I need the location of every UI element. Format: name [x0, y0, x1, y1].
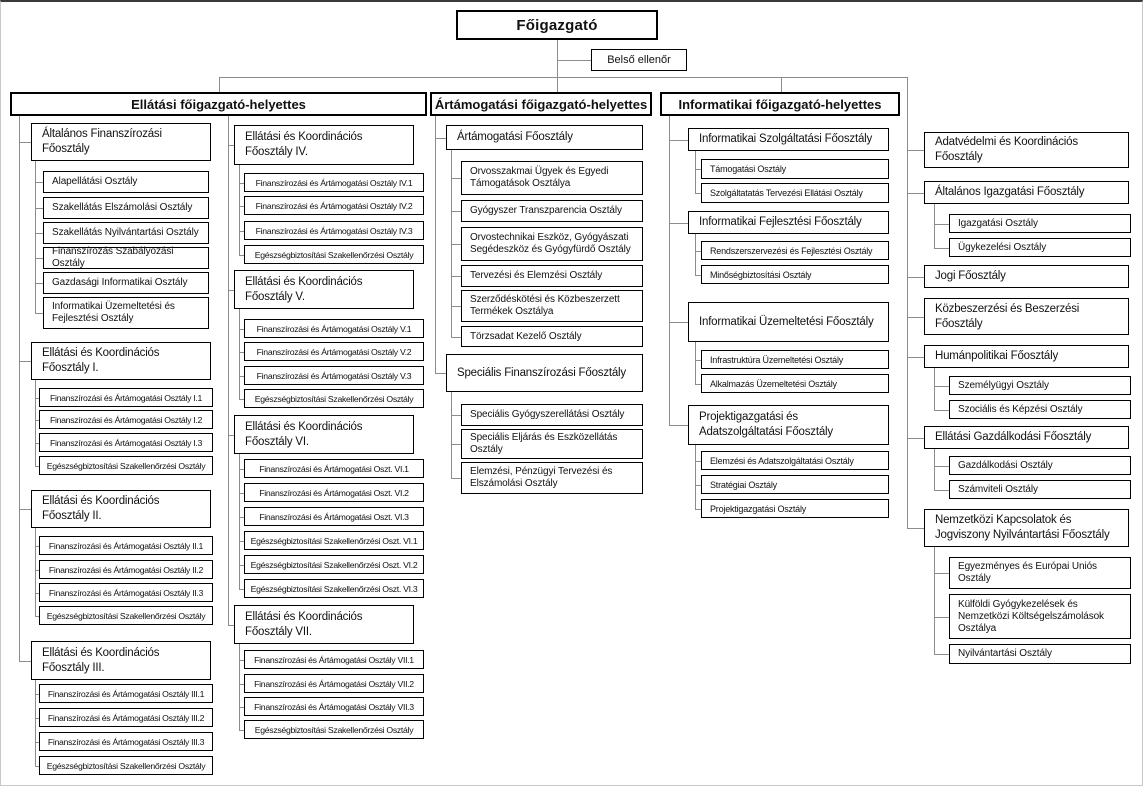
connector-line — [239, 309, 240, 399]
connector-line — [669, 322, 688, 323]
department-box: Általános Igazgatási Főosztály — [924, 181, 1129, 204]
connector-line — [219, 77, 220, 92]
connector-line — [934, 547, 935, 654]
branch-header-artamogatasi: Ártámogatási főigazgató-helyettes — [430, 92, 652, 116]
department-box: Jogi Főosztály — [924, 265, 1129, 288]
connector-line — [669, 116, 670, 425]
connector-line — [451, 178, 461, 179]
unit-box: Támogatási Osztály — [701, 159, 889, 179]
unit-box: Alkalmazás Üzemeltetési Osztály — [701, 374, 889, 393]
unit-box: Finanszírozási és Ártámogatási Osztály IV.2 — [244, 196, 424, 215]
unit-box: Külföldi Gyógykezelések és Nemzetközi Költségelszámolások Osztálya — [949, 594, 1131, 639]
unit-box: Törzsadat Kezelő Osztály — [461, 326, 643, 347]
connector-line — [451, 392, 452, 478]
unit-box: Szociális és Képzési Osztály — [949, 400, 1131, 419]
unit-box: Speciális Eljárás és Eszközellátás Osztály — [461, 429, 643, 459]
connector-line — [669, 425, 688, 426]
connector-line — [35, 313, 43, 314]
connector-line — [35, 233, 43, 234]
connector-line — [35, 283, 43, 284]
unit-box: Finanszírozási és Ártámogatási Osztály V.3 — [244, 366, 424, 385]
connector-line — [907, 193, 924, 194]
unit-box: Finanszírozási és Ártámogatási Osztály VII.2 — [244, 674, 424, 693]
connector-line — [451, 478, 461, 479]
connector-line — [19, 361, 31, 362]
department-box: Humánpolitikai Főosztály — [924, 345, 1129, 368]
connector-line — [934, 490, 949, 491]
connector-line — [35, 182, 43, 183]
connector-line — [239, 165, 240, 255]
connector-line — [451, 244, 461, 245]
connector-line — [695, 151, 696, 193]
connector-line — [451, 211, 461, 212]
unit-box: Elemzési és Adatszolgáltatási Osztály — [701, 451, 889, 470]
department-box: Közbeszerzési és Beszerzési Főosztály — [924, 298, 1129, 335]
connector-line — [35, 258, 43, 259]
branch-header-ellatasi: Ellátási főigazgató-helyettes — [10, 92, 427, 116]
unit-box: Egyezményes és Európai Uniós Osztály — [949, 557, 1131, 589]
unit-box: Egészségbiztosítási Szakellenőrzési Osztály — [244, 389, 424, 408]
connector-line — [695, 234, 696, 275]
unit-box: Orvosszakmai Ügyek és Egyedi Támogatások Osztálya — [461, 161, 643, 195]
connector-line — [934, 449, 935, 490]
connector-line — [695, 342, 696, 384]
unit-box: Finanszírozási és Ártámogatási Osztály IV.3 — [244, 221, 424, 240]
connector-line — [934, 654, 949, 655]
unit-box: Alapellátási Osztály — [43, 171, 209, 193]
connector-line — [35, 380, 36, 466]
unit-box: Gyógyszer Transzparencia Osztály — [461, 200, 643, 222]
department-box: Informatikai Üzemeltetési Főosztály — [688, 302, 889, 342]
unit-box: Finanszírozási és Ártámogatási Osztály VII.3 — [244, 697, 424, 716]
unit-box: Finanszírozási és Ártámogatási Osztály I.2 — [39, 410, 213, 429]
connector-line — [557, 40, 558, 92]
connector-line — [239, 454, 240, 589]
connector-line — [695, 445, 696, 509]
unit-box: Finanszírozási és Ártámogatási Osztály III.3 — [39, 732, 213, 751]
connector-line — [228, 116, 229, 625]
connector-line — [907, 438, 924, 439]
unit-box: Finanszírozási és Ártámogatási Osztály IV.1 — [244, 173, 424, 192]
department-box: Általános Finanszírozási Főosztály — [31, 123, 211, 161]
unit-box: Szakellátás Elszámolási Osztály — [43, 197, 209, 219]
unit-box: Finanszírozási és Ártámogatási Oszt. VI.2 — [244, 483, 424, 502]
unit-box: Infrastruktúra Üzemeltetési Osztály — [701, 350, 889, 369]
branch-header-informatikai: Informatikai főigazgató-helyettes — [660, 92, 900, 116]
connector-line — [451, 276, 461, 277]
unit-box: Finanszírozási és Ártámogatási Osztály V.1 — [244, 319, 424, 338]
unit-box: Finanszírozási és Ártámogatási Osztály II.3 — [39, 583, 213, 602]
connector-line — [934, 466, 949, 467]
unit-box: Finanszírozási és Ártámogatási Osztály I.3 — [39, 433, 213, 452]
connector-line — [907, 150, 924, 151]
department-box: Ellátási és Koordinációs Főosztály VI. — [234, 415, 414, 454]
unit-box: Gazdálkodási Osztály — [949, 456, 1131, 475]
connector-line — [557, 60, 591, 61]
unit-box: Finanszírozási és Ártámogatási Osztály II.2 — [39, 560, 213, 579]
connector-line — [907, 77, 908, 528]
connector-line — [35, 528, 36, 616]
unit-box: Finanszírozási és Ártámogatási Osztály V.2 — [244, 342, 424, 361]
connector-line — [451, 415, 461, 416]
unit-box: Rendszerszervezési és Fejlesztési Osztály — [701, 241, 889, 260]
department-box: Nemzetközi Kapcsolatok és Jogviszony Nyilvántartási Főosztály — [924, 509, 1129, 547]
unit-box: Egészségbiztosítási Szakellenőrzési Oszt. VI.2 — [244, 555, 424, 574]
unit-box: Finanszírozási és Ártámogatási Osztály VII.1 — [244, 650, 424, 669]
unit-box: Stratégiai Osztály — [701, 475, 889, 494]
unit-box: Informatikai Üzemeltetési és Fejlesztési Osztály — [43, 297, 209, 329]
department-box: Speciális Finanszírozási Főosztály — [446, 354, 643, 392]
connector-line — [934, 386, 949, 387]
unit-box: Elemzési, Pénzügyi Tervezési és Elszámolási Osztály — [461, 462, 643, 494]
unit-box: Finanszírozási és Ártámogatási Oszt. VI.1 — [244, 459, 424, 478]
connector-line — [19, 661, 31, 662]
department-box: Ellátási és Koordinációs Főosztály V. — [234, 270, 414, 309]
connector-line — [934, 410, 949, 411]
unit-box: Személyügyi Osztály — [949, 376, 1131, 395]
connector-line — [934, 248, 949, 249]
connector-line — [934, 368, 935, 410]
unit-box: Egészségbiztosítási Szakellenőrzési Oszt. VI.1 — [244, 531, 424, 550]
unit-box: Szakellátás Nyilvántartási Osztály — [43, 222, 209, 244]
connector-line — [781, 77, 782, 92]
connector-line — [907, 277, 924, 278]
connector-line — [219, 77, 908, 78]
connector-line — [19, 509, 31, 510]
connector-line — [907, 317, 924, 318]
connector-line — [435, 116, 436, 373]
department-box: Ellátási és Koordinációs Főosztály II. — [31, 490, 211, 528]
unit-box: Egészségbiztosítási Szakellenőrzési Osztály — [39, 606, 213, 625]
unit-box: Egészségbiztosítási Szakellenőrzési Osztály — [244, 245, 424, 264]
connector-line — [934, 224, 949, 225]
connector-line — [669, 140, 688, 141]
unit-box: Nyilvántartási Osztály — [949, 644, 1131, 664]
connector-line — [907, 357, 924, 358]
connector-line — [934, 204, 935, 248]
unit-box: Egészségbiztosítási Szakellenőrzési Osztály — [244, 720, 424, 739]
connector-line — [669, 223, 688, 224]
connector-line — [934, 573, 949, 574]
connector-line — [35, 161, 36, 313]
connector-line — [435, 138, 446, 139]
unit-box: Szerződéskötési és Közbeszerzett Termékek Osztálya — [461, 290, 643, 322]
department-box: Ellátási és Koordinációs Főosztály III. — [31, 641, 211, 680]
unit-box: Ügykezelési Osztály — [949, 238, 1131, 257]
unit-box: Finanszírozás Szabályozási Osztály — [43, 247, 209, 269]
connector-line — [19, 142, 31, 143]
unit-box: Projektigazgatási Osztály — [701, 499, 889, 518]
unit-box: Egészségbiztosítási Szakellenőrzési Osztály — [39, 456, 213, 475]
unit-box: Egészségbiztosítási Szakellenőrzési Oszt. VI.3 — [244, 579, 424, 598]
unit-box: Gazdasági Informatikai Osztály — [43, 272, 209, 294]
unit-box: Finanszírozási és Ártámogatási Osztály II.1 — [39, 536, 213, 555]
department-box: Ellátási és Koordinációs Főosztály VII. — [234, 605, 414, 644]
unit-box: Egészségbiztosítási Szakellenőrzési Osztály — [39, 756, 213, 775]
unit-box: Igazgatási Osztály — [949, 214, 1131, 233]
department-box: Informatikai Fejlesztési Főosztály — [688, 211, 889, 234]
unit-box: Orvostechnikai Eszköz, Gyógyászati Segédeszköz és Gyógyfürdő Osztály — [461, 227, 643, 261]
connector-line — [435, 373, 446, 374]
unit-box: Minőségbiztosítási Osztály — [701, 265, 889, 284]
connector-line — [451, 444, 461, 445]
department-box: Ellátási és Koordinációs Főosztály IV. — [234, 125, 414, 165]
unit-box: Számviteli Osztály — [949, 480, 1131, 499]
unit-box: Speciális Gyógyszerellátási Osztály — [461, 404, 643, 426]
connector-line — [934, 617, 949, 618]
unit-box: Finanszírozási és Ártámogatási Oszt. VI.3 — [244, 507, 424, 526]
connector-line — [239, 644, 240, 730]
connector-line — [35, 208, 43, 209]
connector-line — [907, 528, 924, 529]
unit-box: Finanszírozási és Ártámogatási Osztály III.1 — [39, 684, 213, 703]
internal-auditor-box: Belső ellenőr — [591, 49, 687, 71]
connector-line — [19, 116, 20, 661]
unit-box: Tervezési és Elemzési Osztály — [461, 265, 643, 287]
director-general-box: Főigazgató — [456, 10, 658, 40]
department-box: Informatikai Szolgáltatási Főosztály — [688, 128, 889, 151]
department-box: Ellátási Gazdálkodási Főosztály — [924, 426, 1129, 449]
connector-line — [451, 337, 461, 338]
connector-line — [451, 150, 452, 337]
department-box: Projektigazgatási és Adatszolgáltatási Főosztály — [688, 405, 889, 445]
connector-line — [451, 306, 461, 307]
department-box: Ártámogatási Főosztály — [446, 125, 643, 150]
connector-line — [35, 680, 36, 766]
department-box: Adatvédelmi és Koordinációs Főosztály — [924, 132, 1129, 168]
department-box: Ellátási és Koordinációs Főosztály I. — [31, 342, 211, 380]
unit-box: Finanszírozási és Ártámogatási Osztály I.1 — [39, 388, 213, 407]
unit-box: Szolgáltatatás Tervezési Ellátási Osztály — [701, 183, 889, 203]
unit-box: Finanszírozási és Ártámogatási Osztály III.2 — [39, 708, 213, 727]
